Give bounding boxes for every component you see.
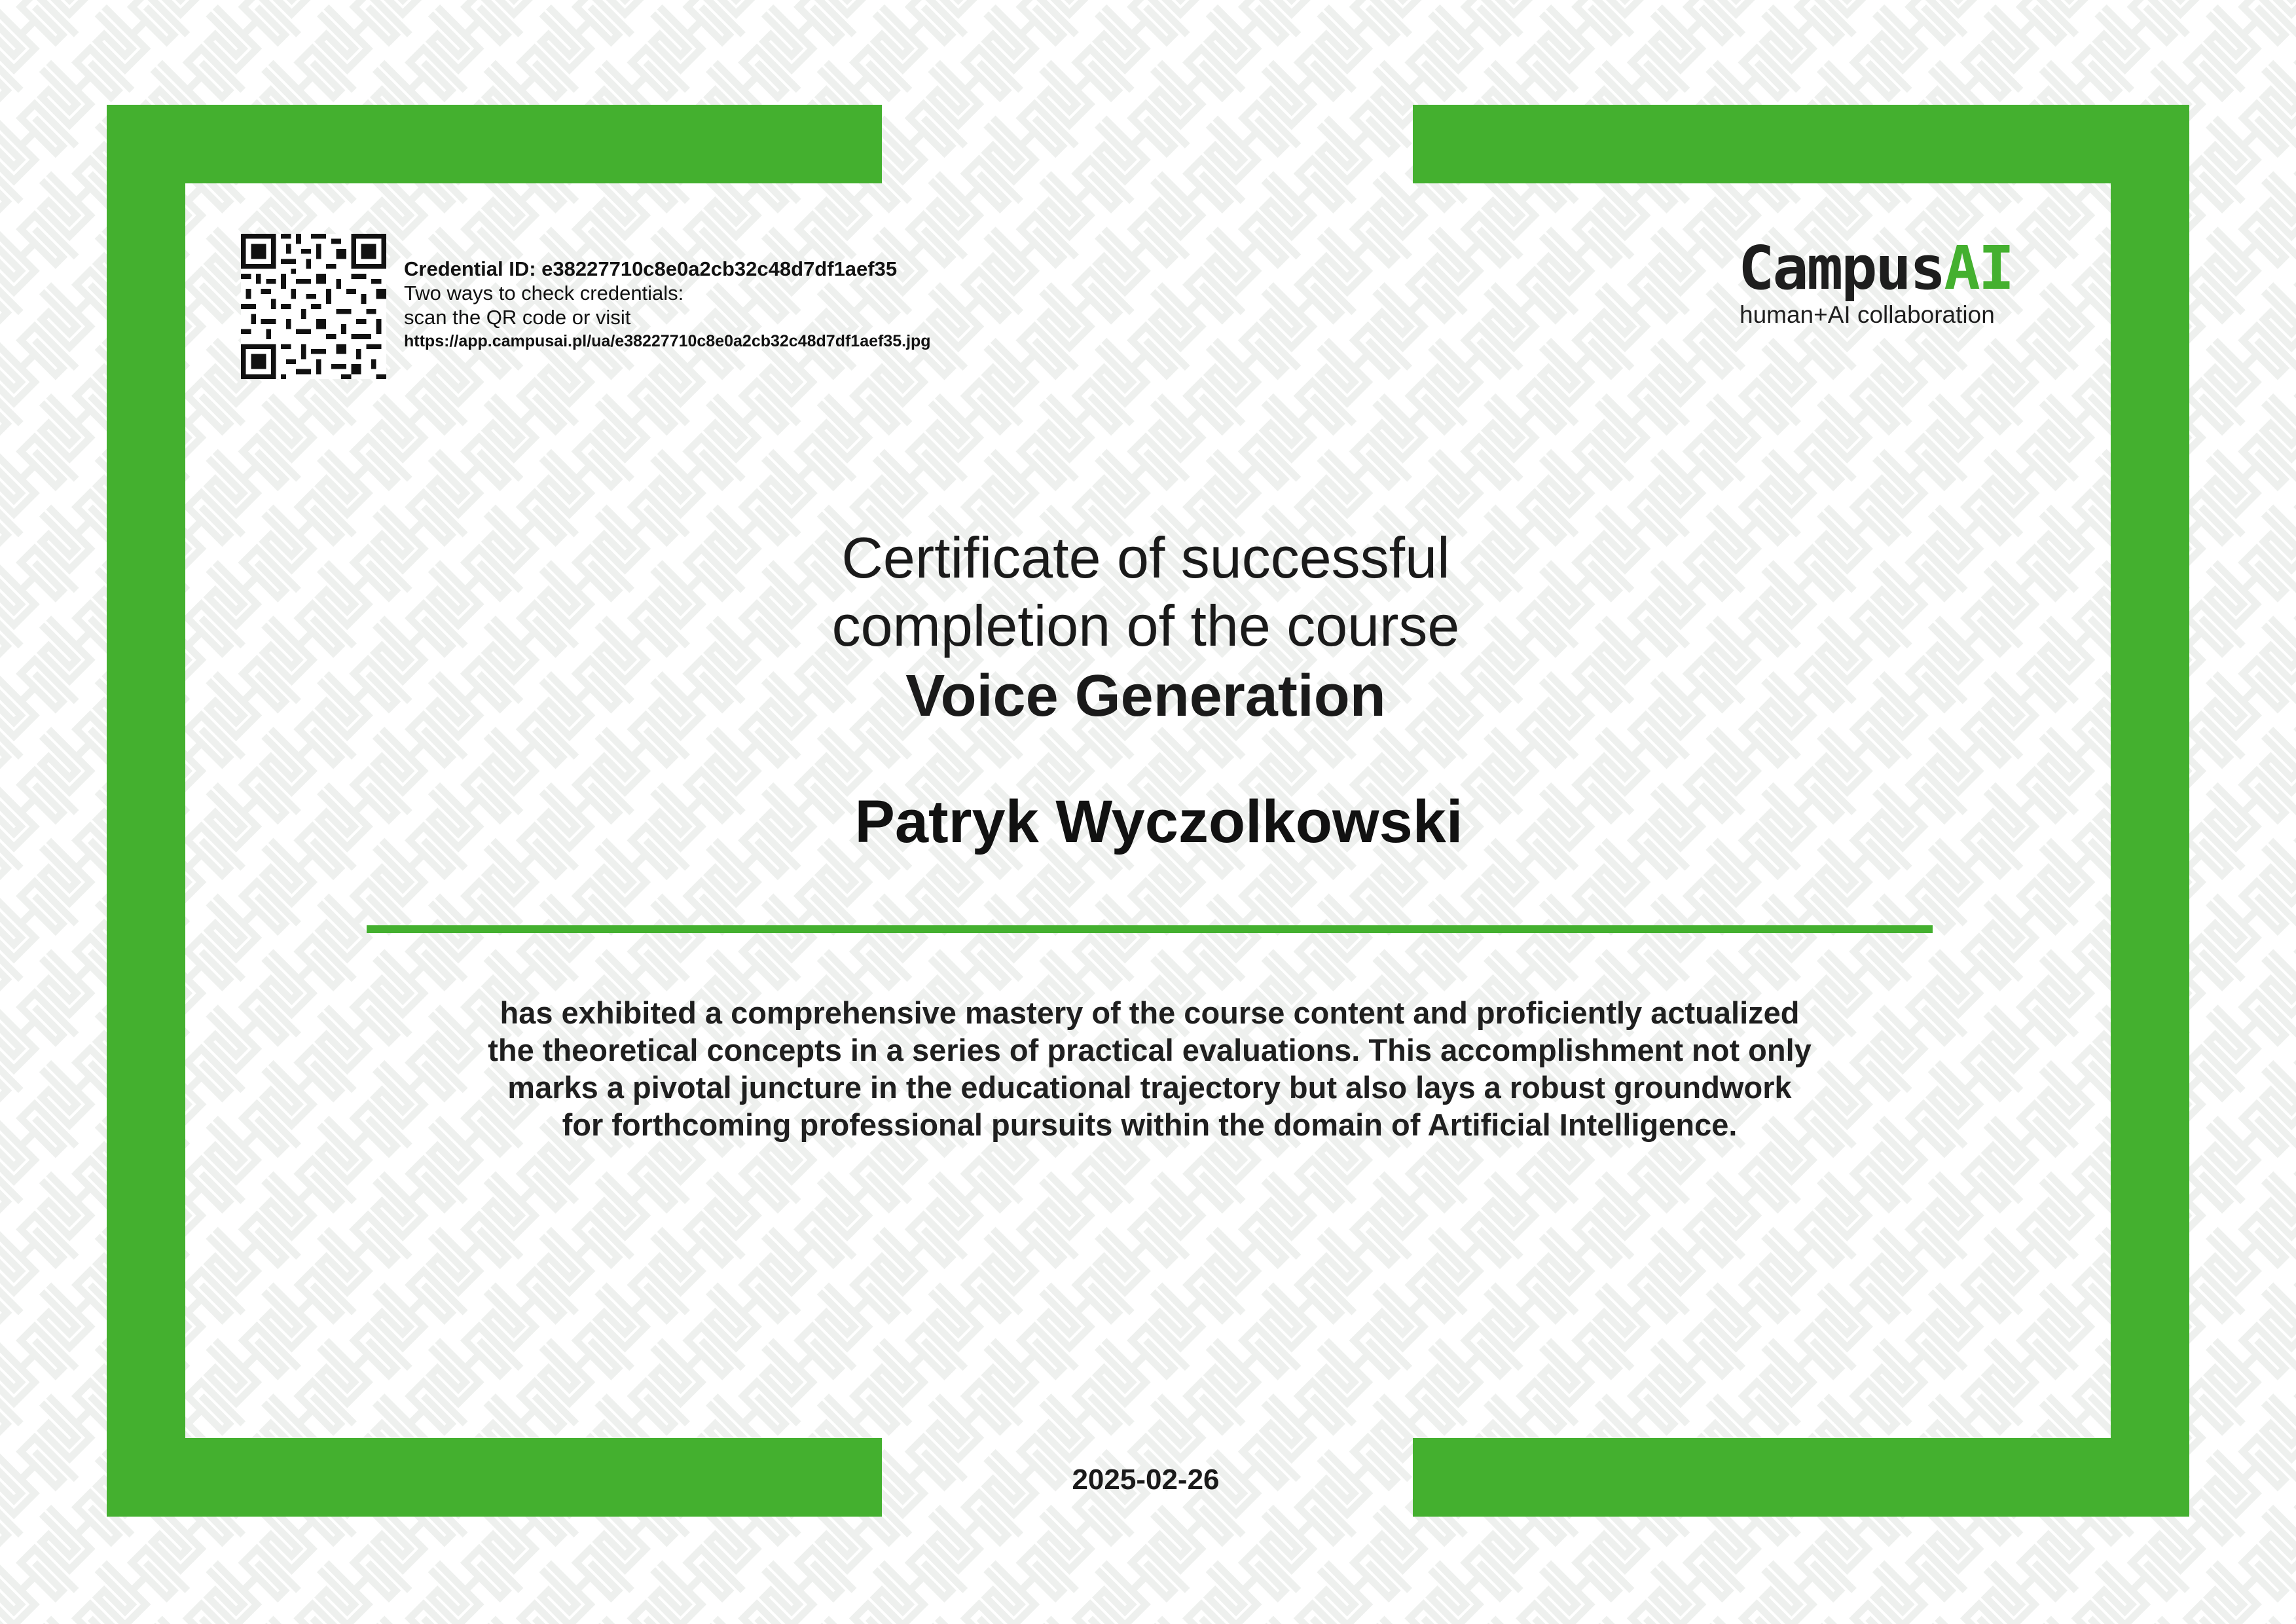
title-line-1: Certificate of successful	[841, 525, 1450, 590]
frame-top-left-bar	[107, 105, 882, 183]
title-line-2: completion of the course	[831, 593, 1460, 658]
credential-block	[404, 257, 1124, 354]
frame-top-right-bar	[1413, 105, 2189, 183]
credential-id: Credential ID: e38227710c8e0a2cb32c48d7df1aef35	[404, 257, 898, 280]
logo-tagline: human+AI collaboration	[1740, 301, 1995, 328]
body-line-2: the theoretical concepts in a series of practical evaluations. This accomplishment not only	[488, 1033, 1812, 1067]
certificate-body	[367, 994, 1933, 1143]
logo-brand-main: Campus	[1738, 233, 1944, 303]
campusai-logo	[1738, 233, 2046, 334]
frame-right-bar	[2111, 105, 2189, 1517]
course-name: Voice Generation	[905, 663, 1386, 729]
frame-left-bar	[107, 105, 185, 1517]
divider-line	[367, 925, 1933, 933]
issue-date: 2025-02-26	[1072, 1464, 1220, 1496]
certificate-title	[556, 524, 1735, 660]
credential-instructions-1: Two ways to check credentials:	[404, 282, 684, 304]
body-line-3: marks a pivotal juncture in the educational trajectory but also lays a robust groundwork	[507, 1070, 1792, 1105]
recipient-name: Patryk Wyczolkowski	[854, 788, 1463, 855]
credential-url[interactable]: https://app.campusai.pl/ua/e38227710c8e0a2cb32c48d7df1aef35.jpg	[404, 332, 931, 350]
qr-code-icon[interactable]	[241, 234, 386, 379]
credential-instructions-2: scan the QR code or visit	[404, 306, 631, 329]
frame-bottom-left-bar	[107, 1438, 882, 1517]
logo-wordmark	[1738, 233, 2013, 303]
logo-brand-accent: AI	[1944, 233, 2013, 303]
frame-bottom-right-bar	[1413, 1438, 2189, 1517]
body-line-4: for forthcoming professional pursuits within the domain of Artificial Intelligence.	[562, 1107, 1738, 1142]
body-line-1: has exhibited a comprehensive mastery of the course content and proficiently actualized	[500, 995, 1800, 1030]
